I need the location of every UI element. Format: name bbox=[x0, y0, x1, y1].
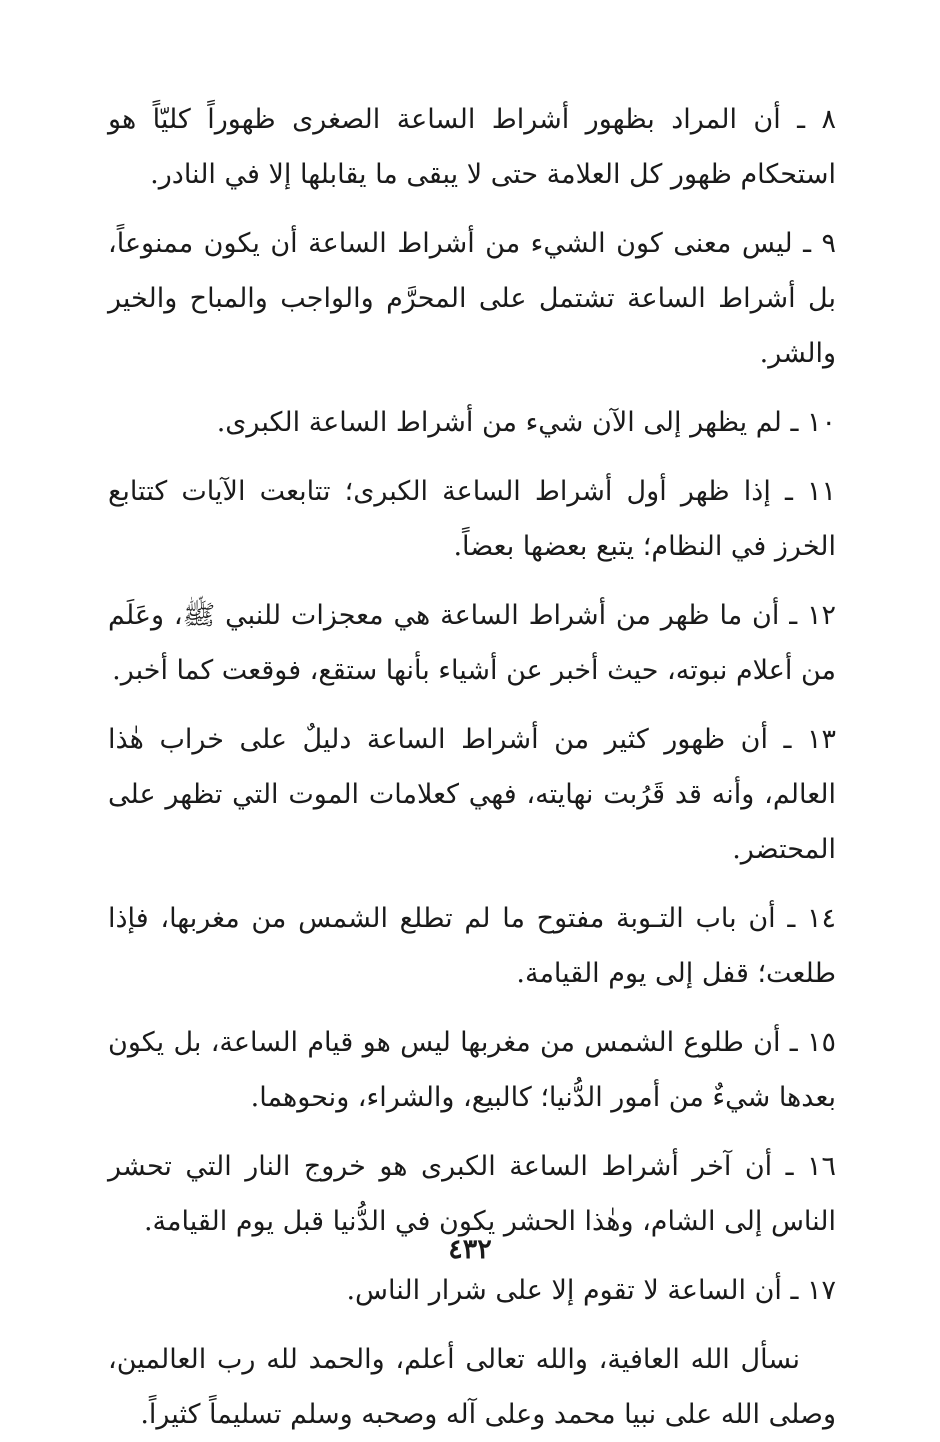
point-17-paragraph: ١٧ ـ أن الساعة لا تقوم إلا على شرار الناس. bbox=[346, 1275, 836, 1306]
point-9-paragraph: ٩ ـ ليس معنى كون الشيء من أشراط الساعة أن يكون ممنوعاً، بل أشراط الساعة تشتمل على المحرَّم والواجب والمباح والخير والشر. bbox=[108, 228, 836, 369]
point-12-paragraph: ١٢ ـ أن ما ظهر من أشراط الساعة هي معجزات للنبي ﷺ، وعَلَم من أعلام نبوته، حيث أخبر عن أشياء بأنها ستقع، فوقعت كما أخبر. bbox=[108, 600, 836, 686]
point-10-paragraph: ١٠ ـ لم يظهر إلى الآن شيء من أشراط الساعة الكبرى. bbox=[216, 407, 836, 438]
point-11-paragraph: ١١ ـ إذا ظهر أول أشراط الساعة الكبرى؛ تتابعت الآيات كتتابع الخرز في النظام؛ يتبع بعضها بعضاً. bbox=[108, 476, 836, 562]
point-13-paragraph: ١٣ ـ أن ظهور كثير من أشراط الساعة دليلٌ على خراب هٰذا العالم، وأنه قد قَرُبت نهايته، فهي كعلامات الموت التي تظهر على المحتضر. bbox=[108, 724, 836, 865]
point-14-paragraph: ١٤ ـ أن باب التـوبة مفتوح ما لم تطلع الشمس من مغربها، فإذا طلعت؛ قفل إلى يوم القيامة. bbox=[108, 903, 836, 989]
point-8-paragraph: ٨ ـ أن المراد بظهور أشراط الساعة الصغرى ظهوراً كليّاً هو استحكام ظهور كل العلامة حتى لا يبقى ما يقابلها إلا في النادر. bbox=[108, 104, 836, 190]
closing-paragraph: نسأل الله العافية، والله تعالى أعلم، والحمد لله رب العالمين، وصلى الله على نبيا محمد وعلى آله وصحبه وسلم تسليماً كثيراً. bbox=[108, 1344, 836, 1430]
point-16-paragraph: ١٦ ـ أن آخر أشراط الساعة الكبرى هو خروج النار التي تحشر الناس إلى الشام، وهٰذا الحشر يكون في الدُّنيا قبل يوم القيامة. bbox=[108, 1151, 836, 1237]
page-number: ٤٣٢ bbox=[448, 1234, 492, 1265]
point-15-paragraph: ١٥ ـ أن طلوع الشمس من مغربها ليس هو قيام الساعة، بل يكون بعدها شيءٌ من أمور الدُّنيا؛ كالبيع، والشراء، ونحوهما. bbox=[108, 1027, 836, 1113]
